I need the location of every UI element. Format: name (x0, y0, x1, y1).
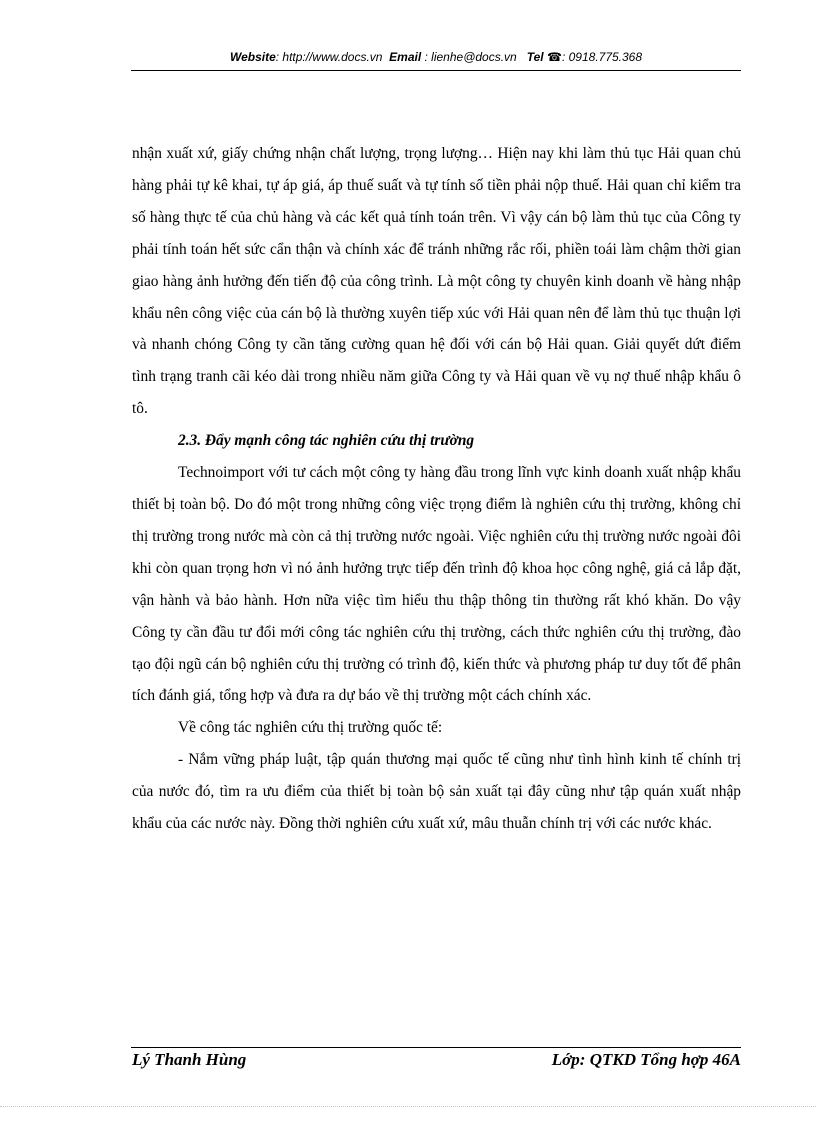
email-value: : lienhe@docs.vn (424, 50, 517, 64)
footer-class: Lớp: QTKD Tổng hợp 46A (551, 1050, 741, 1069)
footer-divider (131, 1047, 741, 1048)
email-label: Email (389, 50, 422, 64)
tel-value: : 0918.775.368 (561, 50, 643, 64)
paragraph-3: Về công tác nghiên cứu thị trường quốc tế: (178, 719, 443, 737)
header-divider (131, 70, 741, 71)
document-body (132, 138, 741, 840)
paragraph-4: - Nắm vững pháp luật, tập quán thương mại quốc tế cũng như tình hình kinh tế chính trị của nước đó, tìm ra ưu điểm của thiết bị toàn bộ sản xuất tại đây cũng như tập quán xuất nhập khẩu của các nước này. Đồng thời nghiên cứu xuất xứ, mâu thuẫn chính trị với các nước khác. (132, 751, 741, 833)
tel-label: Tel (526, 50, 544, 64)
website-label: Website (229, 50, 276, 64)
website-value: : http://www.docs.vn (275, 50, 383, 64)
page-edge-divider (0, 1106, 816, 1107)
section-heading: 2.3. Đẩy mạnh công tác nghiên cứu thị trường (178, 432, 475, 450)
paragraph-1: nhận xuất xứ, giấy chứng nhận chất lượng, trọng lượng… Hiện nay khi làm thủ tục Hải quan chủ hàng phải tự kê khai, tự áp giá, áp thuế suất và tự tính số tiền phải nộp thuế. Hải quan chỉ kiểm tra số hàng thực tế của chủ hàng và các kết quả tính toán trên. Vì vậy cán bộ làm thủ tục của Công ty phải tính toán hết sức cẩn thận và chính xác để tránh những rắc rối, phiền toái làm chậm thời gian giao hàng ảnh hưởng đến tiến độ của công trình. Là một công ty chuyên kinh doanh về hàng nhập khẩu nên công việc của cán bộ là thường xuyên tiếp xúc với Hải quan nên để làm thủ tục thuận lợi và nhanh chóng Công ty cần tăng cường quan hệ đối với cán bộ Hải quan. Giải quyết dứt điểm tình trạng tranh cãi kéo dài trong nhiều năm giữa Công ty và Hải quan về vụ nợ thuế nhập khẩu ô tô. (132, 145, 741, 418)
page-header (131, 50, 741, 64)
footer-author: Lý Thanh Hùng (132, 1050, 247, 1069)
phone-icon: ☎ (547, 50, 562, 64)
paragraph-2: Technoimport với tư cách một công ty hàng đầu trong lĩnh vực kinh doanh xuất nhập khẩu thiết bị toàn bộ. Do đó một trong những công việc trọng điểm là nghiên cứu thị trường, không chỉ thị trường trong nước mà còn cả thị trường nước ngoài. Việc nghiên cứu thị trường nước ngoài đôi khi còn quan trọng hơn vì nó ảnh hưởng trực tiếp đến trình độ khoa học công nghệ, giá cả lắp đặt, vận hành và bảo hành. Hơn nữa việc tìm hiểu thu thập thông tin thường rất khó khăn. Do vậy Công ty cần đầu tư đổi mới công tác nghiên cứu thị trường, cách thức nghiên cứu thị trường, đào tạo đội ngũ cán bộ nghiên cứu thị trường có trình độ, kiến thức và phương pháp tư duy tốt để phân tích đánh giá, tổng hợp và đưa ra dự báo về thị trường một cách chính xác. (132, 464, 741, 705)
